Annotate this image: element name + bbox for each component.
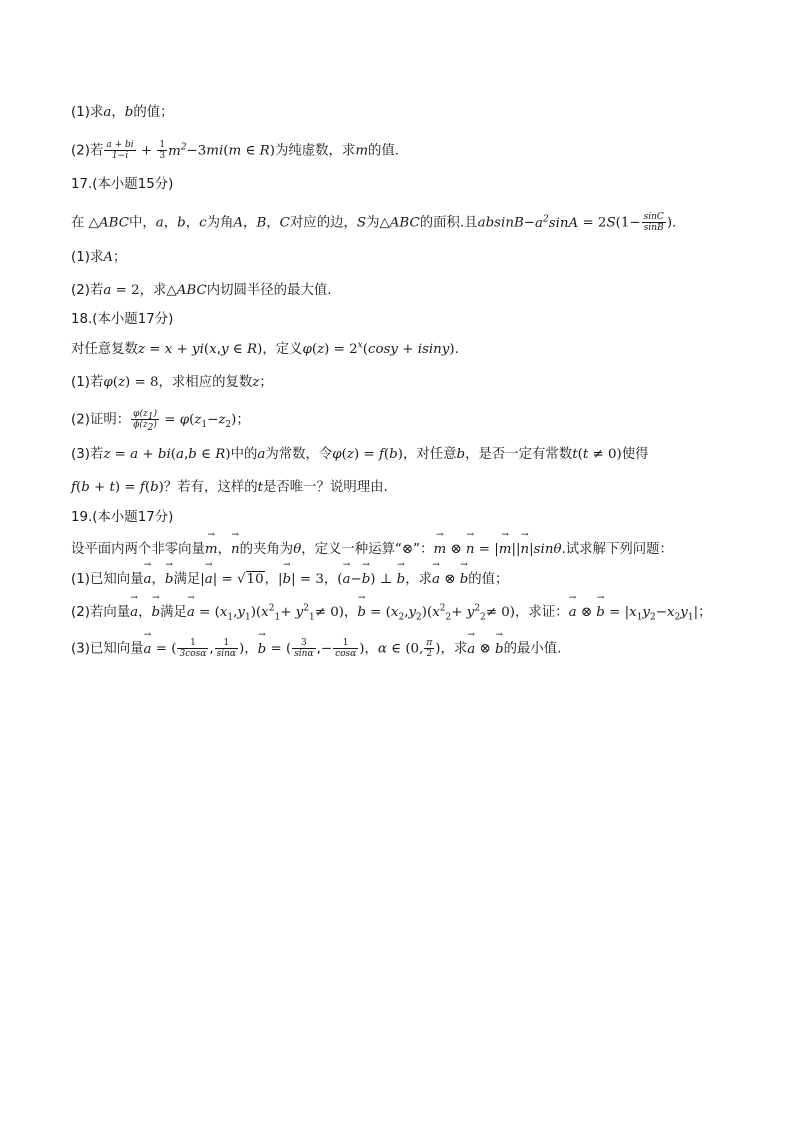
fraction: $\frac{a + bi}{1-i}$ — [106, 140, 134, 161]
fraction: $\frac{3}{\sin\alpha}$ — [294, 638, 314, 659]
q17-part2: (2)若a = 2，求△ABC内切圆半径的最大值. — [71, 283, 332, 298]
q18-part1: (1)若φ(z) = 8，求相应的复数z； — [71, 375, 273, 390]
fraction: $\frac{1}{3}$ — [159, 140, 166, 161]
fraction: $\frac{1}{\sin\alpha}$ — [216, 638, 237, 659]
q17-stem: 在 △ABC中，a，b，c为角A，B，C对应的边，S为△ABC的面积.且$absinB-a^2\sin A = 2S(1-$ $\frac{\sin C}{\sin B}$ ). — [71, 212, 677, 233]
fraction: $\frac{1}{3\cos\alpha}$ — [179, 638, 207, 659]
q19-part3: (3)已知向量→ a = ( $\frac{1}{3\cos\alpha}$ , $\frac{1}{\sin\alpha}$ )，→ b = ( $\frac{3}{\sin\alpha}$ ,− $\frac{1}{\cos\alpha}$ )，α ∈ (0, $\frac{\pi}{2}$ )，求→ a ⊗ → b的最小值. — [71, 638, 754, 660]
q17-header: 17.(本小题15分) — [71, 177, 174, 192]
q18-part2: (2)证明： $\frac{\varphi(z_1)}{\phi(z_2)}$ = $\varphi(z_1-z_2)$； — [71, 409, 250, 433]
q18-part3-cont: f(b + t) = f(b)？若有，这样的t是否唯一？说明理由. — [71, 480, 388, 495]
fraction: $\frac{\sin C}{\sin B}$ — [643, 212, 664, 233]
q16-part2: (2)若 $\frac{a + bi}{1-i}$ + $\frac{1}{3}$ $m^2-3mi(m$ ∈ R)为纯虚数，求m的值. — [71, 140, 400, 161]
q17-part1: (1)求A； — [71, 250, 127, 265]
q19-part1: (1)已知向量→ a，→ b满足|→ a| = √10，|→ b| = 3，(→ a−→ b) ⊥ → b，求→ a ⊗ → b的值； — [71, 570, 754, 590]
q19-stem: 设平面内两个非零向量→ m，→ n的夹角为θ，定义一种运算“⊗”：→ m ⊗ → n = |→ m||→ n|sinθ.试求解下列问题： — [71, 540, 754, 560]
q19-header: 19.(本小题17分) — [71, 510, 174, 525]
q16-part1: (1)求a，b的值； — [71, 105, 174, 120]
q19-part2: (2)若向量→ a，→ b满足→ $a = (x_1,y_1)(x^2_1+ y^2_1\ne 0)$，→ $b = (x_2,y_2)(x^2_2+ y^2_2\ne 0)$，求证：→ a ⊗ → $b = |x_1y_2-x_2y_1|$； — [71, 603, 754, 623]
q18-header: 18.(本小题17分) — [71, 312, 174, 327]
q18-stem: 对任意复数z = x + yi(x,y ∈ R)，定义$\varphi(z) = 2^x(\cos y + isiny)$. — [71, 340, 459, 357]
fraction: $\frac{1}{\cos\alpha}$ — [335, 638, 357, 659]
fraction: $\frac{\pi}{2}$ — [426, 638, 433, 659]
q18-part3: (3)若z = a + bi(a,b ∈ R)中的a为常数，令φ(z) = f(b)，对任意b，是否一定有常数t(t ≠ 0)使得 — [71, 447, 649, 462]
fraction: $\frac{\varphi(z_1)}{\phi(z_2)}$ — [133, 409, 157, 433]
